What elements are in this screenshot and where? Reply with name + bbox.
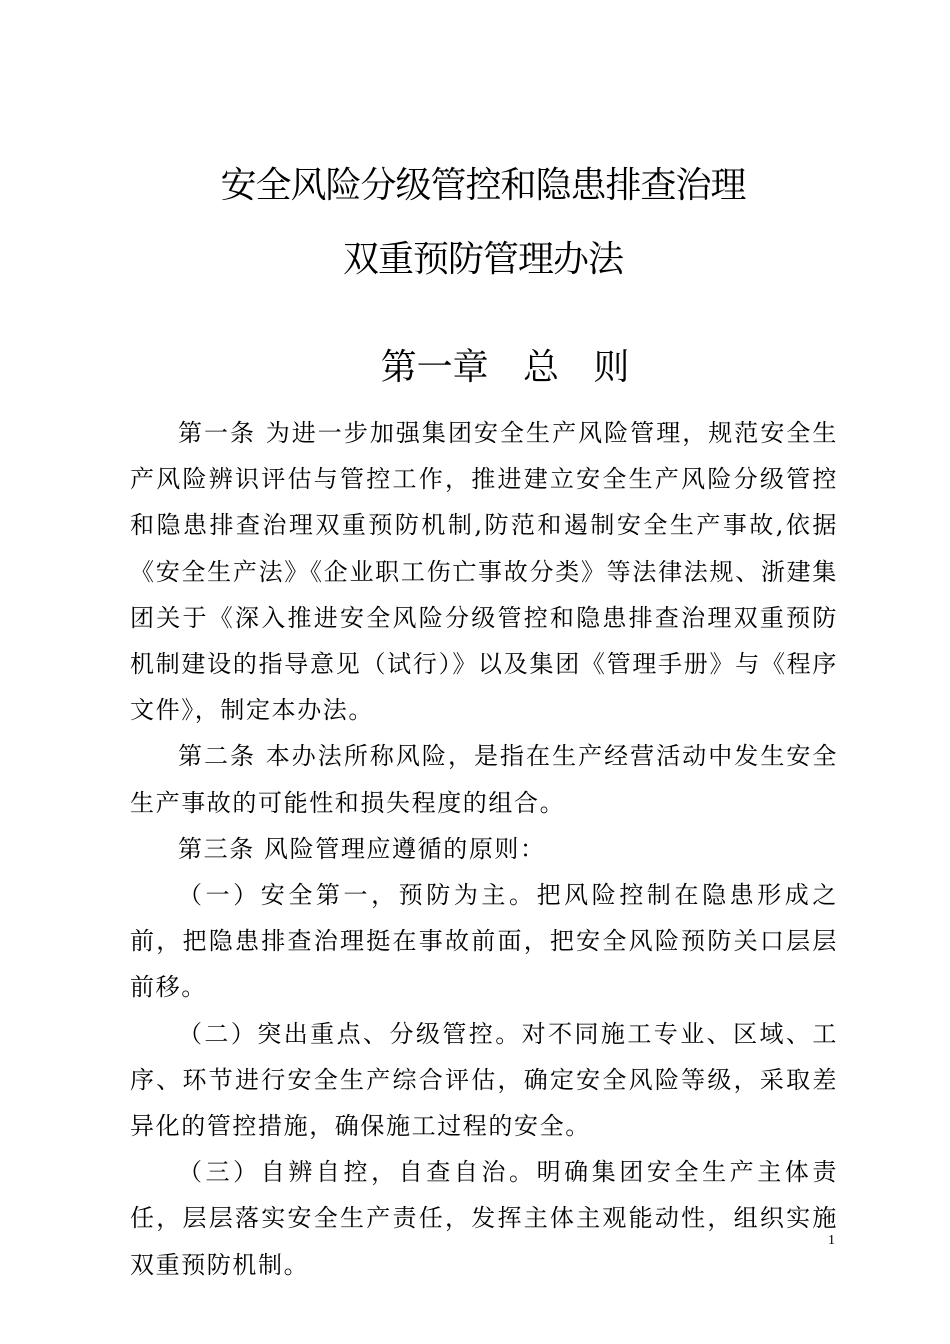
principle-2-paragraph: （二）突出重点、分级管控。对不同施工专业、区域、工序、环节进行安全生产综合评估，确定安全风险等级，采取差异化的管控措施，确保施工过程的安全。 xyxy=(130,1019,838,1141)
chapter-heading: 第一章 总 则 xyxy=(380,347,630,388)
document-body xyxy=(130,410,838,1288)
article-1-paragraph: 第一条 为进一步加强集团安全生产风险管理，规范安全生产风险辨识评估与管控工作，推进建立安全生产风险分级管控和隐患排查治理双重预防机制,防范和遏制安全生产事故,依据《安全生产法》《企业职工伤亡事故分类》等法律法规、浙建集团关于《深入推进安全风险分级管控和隐患排查治理双重预防机制建设的指导意见（试行）》以及集团《管理手册》与《程序文件》，制定本办法。 xyxy=(130,419,838,725)
article-2-paragraph: 第二条 本办法所称风险，是指在生产经营活动中发生安全生产事故的可能性和损失程度的组合。 xyxy=(130,742,838,817)
page-number: 1 xyxy=(828,1233,835,1248)
article-3-paragraph: 第三条 风险管理应遵循的原则： xyxy=(178,834,546,863)
document-title-line-1: 安全风险分级管控和隐患排查治理 xyxy=(220,165,746,206)
principle-3-paragraph: （三）自辨自控，自查自治。明确集团安全生产主体责任，层层落实安全生产责任，发挥主体主观能动性，组织实施双重预防机制。 xyxy=(130,1158,838,1279)
document-title-line-2: 双重预防管理办法 xyxy=(342,239,623,280)
principle-1-paragraph: （一）安全第一，预防为主。把风险控制在隐患形成之前，把隐患排查治理挺在事故前面，把安全风险预防关口层层前移。 xyxy=(130,881,838,1002)
